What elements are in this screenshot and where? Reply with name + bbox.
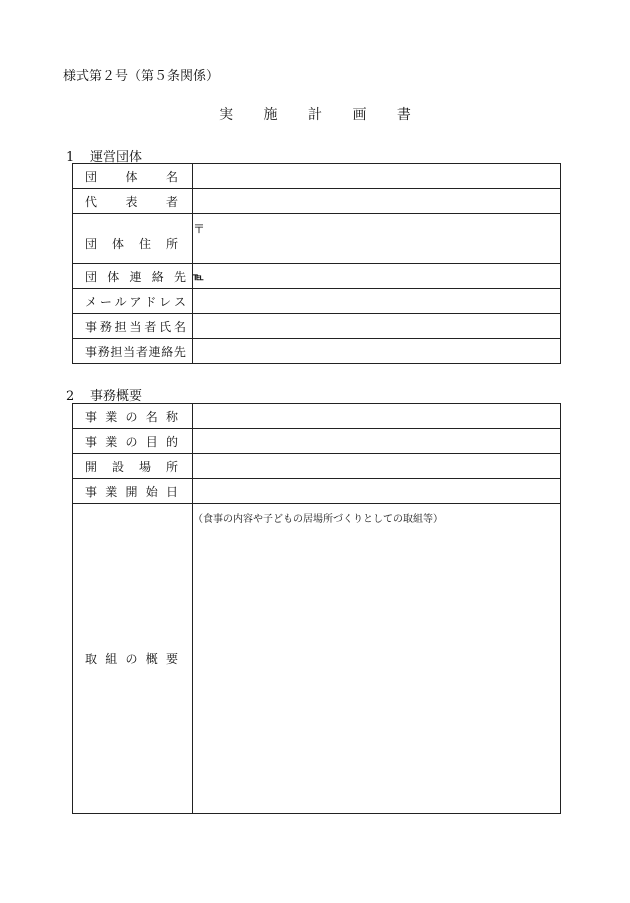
document-title: 実 施 計 画 書 — [219, 107, 424, 123]
row-label-text — [73, 483, 192, 500]
label-char: 団 — [85, 237, 98, 251]
table-row — [73, 164, 561, 189]
table-row — [73, 454, 561, 479]
row-label-text — [73, 193, 192, 210]
label-char: 担 — [114, 319, 127, 334]
label-char: 開 — [125, 484, 138, 499]
label-char: 住 — [138, 237, 151, 251]
label-char: 担 — [110, 344, 123, 359]
section-1-number: 1 — [66, 150, 75, 165]
label-char: 所 — [165, 459, 178, 474]
row-label-text — [73, 458, 192, 475]
label-char: の — [125, 409, 138, 424]
row-label-start-date — [73, 479, 193, 504]
label-char: 始 — [145, 484, 158, 499]
label-char: 事 — [85, 434, 98, 449]
project-name-field[interactable] — [193, 404, 561, 429]
representative-field[interactable] — [193, 189, 561, 214]
label-char: 当 — [123, 344, 136, 359]
table-row — [73, 479, 561, 504]
label-char: 絡 — [151, 269, 164, 284]
table-row — [73, 504, 561, 814]
tel-mark: ℡ — [193, 272, 203, 283]
section-2-number: 2 — [66, 389, 75, 404]
location-field[interactable] — [193, 454, 561, 479]
label-char: 開 — [85, 459, 98, 474]
section-2-heading — [66, 385, 142, 404]
label-char: 団 — [85, 269, 98, 284]
label-char: ア — [129, 294, 142, 309]
label-char: 先 — [173, 344, 186, 359]
label-char: 要 — [165, 652, 178, 666]
table-row — [73, 339, 561, 364]
section-1-title: 運営団体 — [90, 150, 143, 165]
label-char: 取 — [85, 652, 98, 666]
table-row — [73, 264, 561, 289]
label-char: 務 — [99, 319, 112, 334]
label-char: 的 — [165, 434, 178, 449]
label-char: 目 — [145, 434, 158, 449]
row-label-staff-name — [73, 314, 193, 339]
label-char: 所 — [165, 237, 178, 251]
label-char: 事 — [85, 344, 98, 359]
label-char: 先 — [173, 269, 186, 284]
project-purpose-field[interactable] — [193, 429, 561, 454]
label-char: 表 — [125, 194, 138, 209]
section-2-title: 事務概要 — [90, 389, 143, 404]
table-row — [73, 214, 561, 264]
label-char: 場 — [138, 459, 151, 474]
label-char: ス — [173, 294, 186, 309]
row-label-text — [73, 408, 192, 425]
label-char: 者 — [165, 194, 178, 209]
table-row — [73, 314, 561, 339]
label-char: 概 — [145, 652, 158, 666]
row-label-text — [73, 168, 192, 185]
label-char: 称 — [165, 409, 178, 424]
row-label-project-name — [73, 404, 193, 429]
table-row — [73, 289, 561, 314]
label-char: 業 — [105, 434, 118, 449]
label-char: の — [125, 434, 138, 449]
label-char: 者 — [144, 319, 157, 334]
label-char: 体 — [107, 269, 120, 284]
row-label-staff-contact — [73, 339, 193, 364]
label-char: 業 — [105, 409, 118, 424]
row-label-organization-name — [73, 164, 193, 189]
business-table — [72, 403, 561, 814]
label-char: レ — [159, 294, 172, 309]
organization-name-field[interactable] — [193, 164, 561, 189]
row-label-representative — [73, 189, 193, 214]
staff-contact-field[interactable] — [193, 339, 561, 364]
label-char: 連 — [129, 269, 142, 284]
row-label-email — [73, 289, 193, 314]
label-char: ル — [114, 294, 127, 309]
label-char: 事 — [85, 409, 98, 424]
row-label-location — [73, 454, 193, 479]
email-field[interactable] — [193, 289, 561, 314]
staff-name-field[interactable] — [193, 314, 561, 339]
label-char: 当 — [129, 319, 142, 334]
label-char: 体 — [125, 169, 138, 184]
label-char: 体 — [111, 237, 124, 251]
label-char: 名 — [165, 169, 178, 184]
table-row — [73, 189, 561, 214]
row-label-text — [73, 293, 192, 310]
postal-mark: 〒 — [193, 222, 206, 236]
overview-field[interactable] — [193, 504, 561, 814]
label-char: 設 — [111, 459, 124, 474]
label-char: メ — [85, 294, 98, 309]
label-char: 代 — [85, 194, 98, 209]
row-label-text — [73, 433, 192, 450]
label-char: 絡 — [161, 344, 174, 359]
row-label-address — [73, 214, 193, 264]
label-char: 氏 — [159, 319, 172, 334]
label-char: 名 — [145, 409, 158, 424]
table-row — [73, 429, 561, 454]
row-label-overview — [73, 504, 193, 814]
address-field[interactable] — [193, 214, 561, 264]
label-char: ー — [99, 294, 112, 309]
overview-hint: （食事の内容や子どもの居場所づくりとしての取組等） — [193, 514, 443, 525]
organization-table — [72, 163, 561, 364]
row-label-text — [73, 268, 192, 285]
start-date-field[interactable] — [193, 479, 561, 504]
label-char: 者 — [135, 344, 148, 359]
label-char: 事 — [85, 319, 98, 334]
row-label-text — [73, 318, 192, 335]
label-char: 名 — [173, 319, 186, 334]
label-char: 日 — [165, 484, 178, 499]
row-label-project-purpose — [73, 429, 193, 454]
label-char: 務 — [97, 344, 110, 359]
label-char: 連 — [148, 344, 161, 359]
contact-field[interactable] — [193, 264, 561, 289]
row-label-contact — [73, 264, 193, 289]
row-label-text — [73, 343, 192, 360]
label-char: 業 — [105, 484, 118, 499]
label-char: 事 — [85, 484, 98, 499]
label-char: の — [125, 652, 138, 666]
label-char: ド — [144, 294, 157, 309]
label-char: 組 — [105, 652, 118, 666]
table-row — [73, 404, 561, 429]
form-number: 様式第２号（第５条関係） — [63, 69, 220, 84]
label-char: 団 — [85, 169, 98, 184]
row-label-text — [73, 650, 192, 667]
row-label-text — [73, 235, 192, 252]
